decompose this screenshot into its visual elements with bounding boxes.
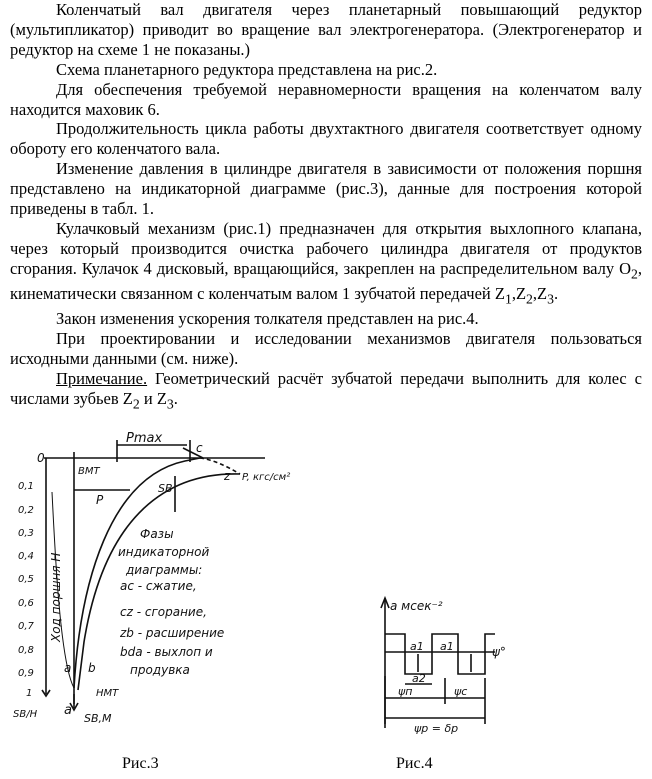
a2-label: a2 — [412, 672, 426, 685]
stroke-axis-label: Ход поршня H — [49, 552, 63, 642]
a1-left-label: a1 — [410, 640, 424, 653]
paragraph-4: Продолжительность цикла работы двухтактного двигателя соответствует одному обороту его коленчатого вала. — [10, 119, 642, 159]
sb-curve-label: SB — [158, 482, 173, 495]
ratio-label: SB/H — [13, 709, 38, 720]
legend-item: продувка — [130, 663, 190, 677]
point-p-label: P — [96, 493, 104, 507]
legend-title-2: индикаторной — [118, 545, 210, 559]
figure-3-indicator-diagram — [0, 432, 320, 732]
pmax-label: Pmax — [126, 432, 163, 446]
sbm-axis-label: SB,M — [84, 712, 112, 725]
paragraph-2: Схема планетарного редуктора представлена на рис.2. — [56, 59, 438, 79]
psi-r-label: ψр = δр — [414, 722, 459, 735]
tick-label: 0,6 — [18, 598, 34, 609]
tick-label: 0,5 — [18, 574, 34, 585]
paragraph-8: При проектировании и исследовании механизмов двигателя пользоваться исходными данными (см. ниже). — [10, 329, 642, 368]
legend-item: cz - сгорание, — [120, 605, 207, 619]
tick-label: 0,8 — [18, 645, 34, 656]
point-b-label: b — [88, 661, 96, 675]
note-paragraph: Примечание. Геометрический расчёт зубчатой передачи выполнить для колес с числами зубьев $Z_2$ и $Z_3$. — [10, 368, 642, 412]
nmt-label: НМТ — [96, 688, 119, 699]
pressure-axis-label: P, кгс/см² — [242, 472, 291, 483]
paragraph-3: Для обеспечения требуемой неравномерности вращения на коленчатом валу находится маховик 6. — [10, 79, 642, 119]
tick-label: 0,2 — [18, 505, 34, 516]
tick-label: 0,1 — [18, 481, 34, 492]
tick-label: 0,3 — [18, 528, 34, 539]
point-a-label: a — [64, 661, 72, 675]
a1-right-label: a1 — [440, 640, 454, 653]
paragraph-6: Кулачковый механизм (рис.1) предназначен для открытия выхлопного клапана, через который производится очистка рабочего цилиндра двигателя от продуктов сгорания. Кулачок 4 дисковый, вращающийся, закреплен на распределительном валу $O_2$, кинематически связанном с коленчатым валом 1 зубчатой передачей $Z_1,Z_2,Z_3$. — [10, 218, 642, 307]
psi-degree-label: ψ° — [492, 645, 506, 659]
vmt-label: ВМТ — [78, 466, 100, 477]
legend-item: zb - расширение — [120, 626, 225, 640]
legend-title-1: Фазы — [140, 527, 174, 541]
legend-item: bda - выхлоп и — [120, 645, 213, 659]
figure-4-acceleration-diagram — [370, 588, 520, 748]
figure-3-caption: Рис.3 — [122, 755, 159, 772]
point-c-label: c — [196, 441, 203, 455]
body-text — [10, 0, 642, 414]
point-a-bottom-label: a — [64, 703, 72, 718]
point-z-label: z — [224, 469, 231, 483]
paragraph-5: Изменение давления в цилиндре двигателя в зависимости от положения поршня представлено на индикаторной диаграмме (рис.3), данные для построения которой приведены в табл. 1. — [10, 159, 642, 219]
tick-label: 0,7 — [18, 621, 34, 632]
origin-label: 0 — [37, 451, 45, 465]
tick-label: 0,4 — [18, 551, 34, 562]
note-label: Примечание. — [56, 368, 148, 388]
legend-title-3: диаграммы: — [126, 563, 203, 577]
acceleration-axis-label: a мсек⁻² — [390, 599, 443, 613]
combustion-curve — [200, 458, 240, 474]
legend-item: ac - сжатие, — [120, 579, 197, 593]
psi-c-label: ψс — [454, 685, 468, 698]
figure-4-caption: Рис.4 — [396, 755, 433, 772]
tick-label: 1 — [26, 688, 33, 699]
paragraph-1: Коленчатый вал двигателя через планетарный повышающий редуктор (мультипликатор) приводит во вращение вал электрогенератора. (Электрогенератор и редуктор на схеме 1 не показаны.) — [10, 0, 642, 59]
paragraph-7: Закон изменения ускорения толкателя представлен на рис.4. — [56, 309, 479, 329]
tick-label: 0,9 — [18, 668, 34, 679]
psi-p-label: ψп — [398, 685, 413, 698]
